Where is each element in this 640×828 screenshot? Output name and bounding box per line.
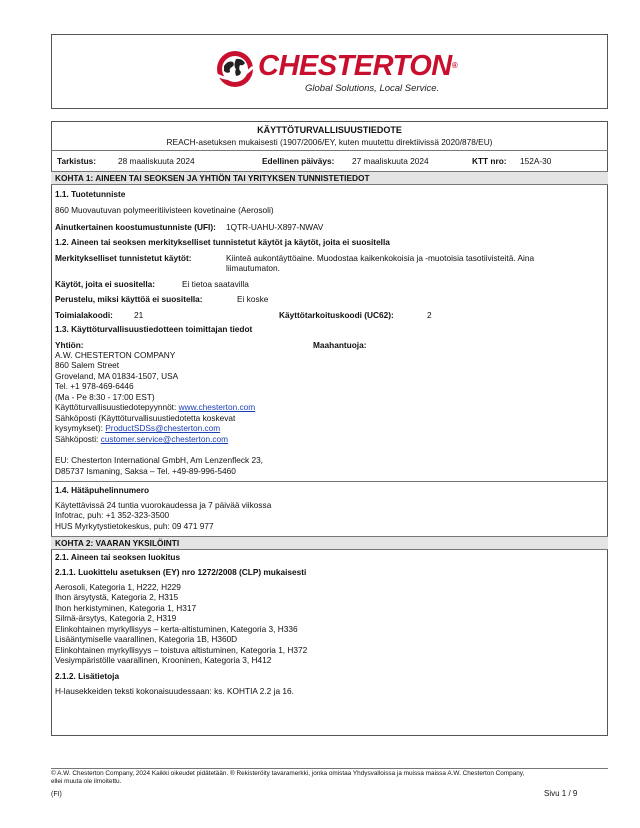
ufi-label: Ainutkertainen koostumustunniste (UFI):: [55, 222, 216, 232]
email1-prefix: kysymykset):: [55, 423, 103, 433]
s212-title: 2.1.2. Lisätietoja: [55, 671, 120, 681]
review-label: Tarkistus:: [57, 156, 97, 166]
uses-label: Merkitykselliset tunnistetut käytöt:: [55, 253, 192, 263]
classification-item: Lisääntymiselle vaarallinen, Kategoria 1B, H360D: [55, 634, 238, 644]
classification-item: Silmä-ärsytys, Kategoria 2, H319: [55, 613, 177, 623]
sds-requests-row: [55, 402, 255, 412]
product-name: 860 Muovautuvan polymeeritiivisteen kovetinaine (Aerosoli): [55, 205, 274, 215]
company-line: A.W. CHESTERTON COMPANY: [55, 350, 176, 360]
footer-language: (FI): [51, 791, 62, 798]
review-date: 28 maaliskuuta 2024: [118, 156, 195, 166]
classification-item: Aerosoli, Kategoria 1, H222, H229: [55, 582, 181, 592]
globe-icon: [215, 49, 255, 89]
s212-text: H-lausekkeiden teksti kokonaisuudessaan: ks. KOHTIA 2.2 ja 16.: [55, 686, 294, 696]
s21-title: 2.1. Aineen tai seoksen luokitus: [55, 552, 181, 562]
emergency-line: Infotrac, puh: +1 352-323-3500: [55, 510, 170, 520]
classification-item: Vesiympäristölle vaarallinen, Krooninen, Kategoria 3, H412: [55, 655, 272, 665]
importer-label: Maahantuoja:: [313, 340, 367, 350]
email1-row: [55, 423, 220, 433]
uses-line2: liimautumaton.: [226, 263, 280, 273]
sds-requests-label: Käyttöturvallisuustiedotepyynnöt:: [55, 402, 177, 412]
use-code-label: Käyttötarkoituskoodi (UC62):: [279, 310, 394, 320]
company-line: Groveland, MA 01834-1507, USA: [55, 371, 179, 381]
section1-heading: KOHTA 1: AINEEN TAI SEOKSEN JA YHTIÖN TAI YRITYKSEN TUNNISTETIEDOT: [55, 173, 370, 183]
section2-heading: KOHTA 2: VAARAN YKSILÖINTI: [55, 538, 180, 548]
brand-name: [258, 50, 457, 82]
customer-service-email-link[interactable]: customer.service@chesterton.com: [100, 434, 229, 444]
industry-code-label: Toimialakoodi:: [55, 310, 113, 320]
ktt-label: KTT nro:: [472, 156, 507, 166]
s11-title: 1.1. Tuotetunniste: [55, 189, 126, 199]
reason-label: Perustelu, miksi käyttöä ei suositella:: [55, 294, 203, 304]
s13-title: 1.3. Käyttöturvallisuustiedotteen toimittajan tiedot: [55, 324, 253, 334]
emergency-line: HUS Myrkytystietokeskus, puh: 09 471 977: [55, 521, 214, 531]
reason-value: Ei koske: [237, 294, 269, 304]
not-recommended-label: Käytöt, joita ei suositella:: [55, 279, 156, 289]
footer-copyright-line1: © A.W. Chesterton Company, 2024 Kaikki oikeudet pidätetään. ® Rekisteröity tavaramerkki, jonka omistaa Yhdysvalloissa ja muissa maissa A.W. Chesterton Company,: [51, 770, 525, 777]
email1-line1: Sähköposti (Käyttöturvallisuustiedotetta koskevat: [55, 413, 236, 423]
website-link[interactable]: www.chesterton.com: [178, 402, 256, 412]
classification-item: Elinkohtainen myrkyllisyys – kerta-altistuminen, Kategoria 3, H336: [55, 624, 298, 634]
classification-item: Ihon ärsytystä, Kategoria 2, H315: [55, 592, 179, 602]
classification-item: Elinkohtainen myrkyllisyys – toistuva altistuminen, Kategoria 1, H372: [55, 645, 308, 655]
brand-text: CHESTERTON: [258, 50, 452, 82]
product-sds-email-link[interactable]: ProductSDSs@chesterton.com: [105, 423, 221, 433]
document-title: KÄYTTÖTURVALLISUUSTIEDOTE: [257, 125, 402, 135]
email2-label: Sähköposti:: [55, 434, 99, 444]
footer-copyright-line2: ellei muuta ole ilmoitettu.: [51, 778, 122, 785]
use-code-value: 2: [427, 310, 432, 320]
trademark: ®: [451, 61, 458, 70]
s14-title: 1.4. Hätäpuhelinnumero: [55, 485, 150, 495]
email2-row: [55, 434, 228, 444]
footer-rule: [51, 768, 608, 769]
previous-date-label: Edellinen päiväys:: [262, 156, 335, 166]
previous-date: 27 maaliskuuta 2024: [352, 156, 429, 166]
document-subtitle: REACH-asetuksen mukaisesti (1907/2006/EY, kuten muutettu direktiivissä 2020/878/EU): [166, 137, 493, 147]
not-recommended-value: Ei tietoa saatavilla: [182, 279, 249, 289]
emergency-line: Käytettävissä 24 tuntia vuorokaudessa ja 7 päivää viikossa: [55, 500, 272, 510]
company-line: 860 Salem Street: [55, 360, 120, 370]
eu-line1: EU: Chesterton International GmbH, Am Lenzenfleck 23,: [55, 455, 263, 465]
company-label: Yhtiön:: [55, 340, 84, 350]
company-line: Tel. +1 978-469-6446: [55, 381, 134, 391]
industry-code-value: 21: [134, 310, 144, 320]
uses-line1: Kiinteä aukontäyttöaine. Muodostaa kaikenkokoisia ja -muotoisia tasotiivisteitä. Aina: [226, 253, 535, 263]
eu-line2: D85737 Ismaning, Saksa – Tel. +49-89-996-5460: [55, 466, 236, 476]
company-line: (Ma - Pe 8:30 - 17:00 EST): [55, 392, 155, 402]
s12-title: 1.2. Aineen tai seoksen merkitykselliset tunnistetut käytöt ja käytöt, joita ei suositella: [55, 237, 390, 247]
ufi-value: 1QTR-UAHU-X897-NWAV: [226, 222, 324, 232]
brand-tagline: Global Solutions, Local Service.: [305, 83, 440, 94]
page-number: Sivu 1 / 9: [544, 789, 578, 798]
s211-title: 2.1.1. Luokittelu asetuksen (EY) nro 1272/2008 (CLP) mukaisesti: [55, 567, 307, 577]
ktt-number: 152A-30: [520, 156, 552, 166]
classification-item: Ihon herkistyminen, Kategoria 1, H317: [55, 603, 197, 613]
